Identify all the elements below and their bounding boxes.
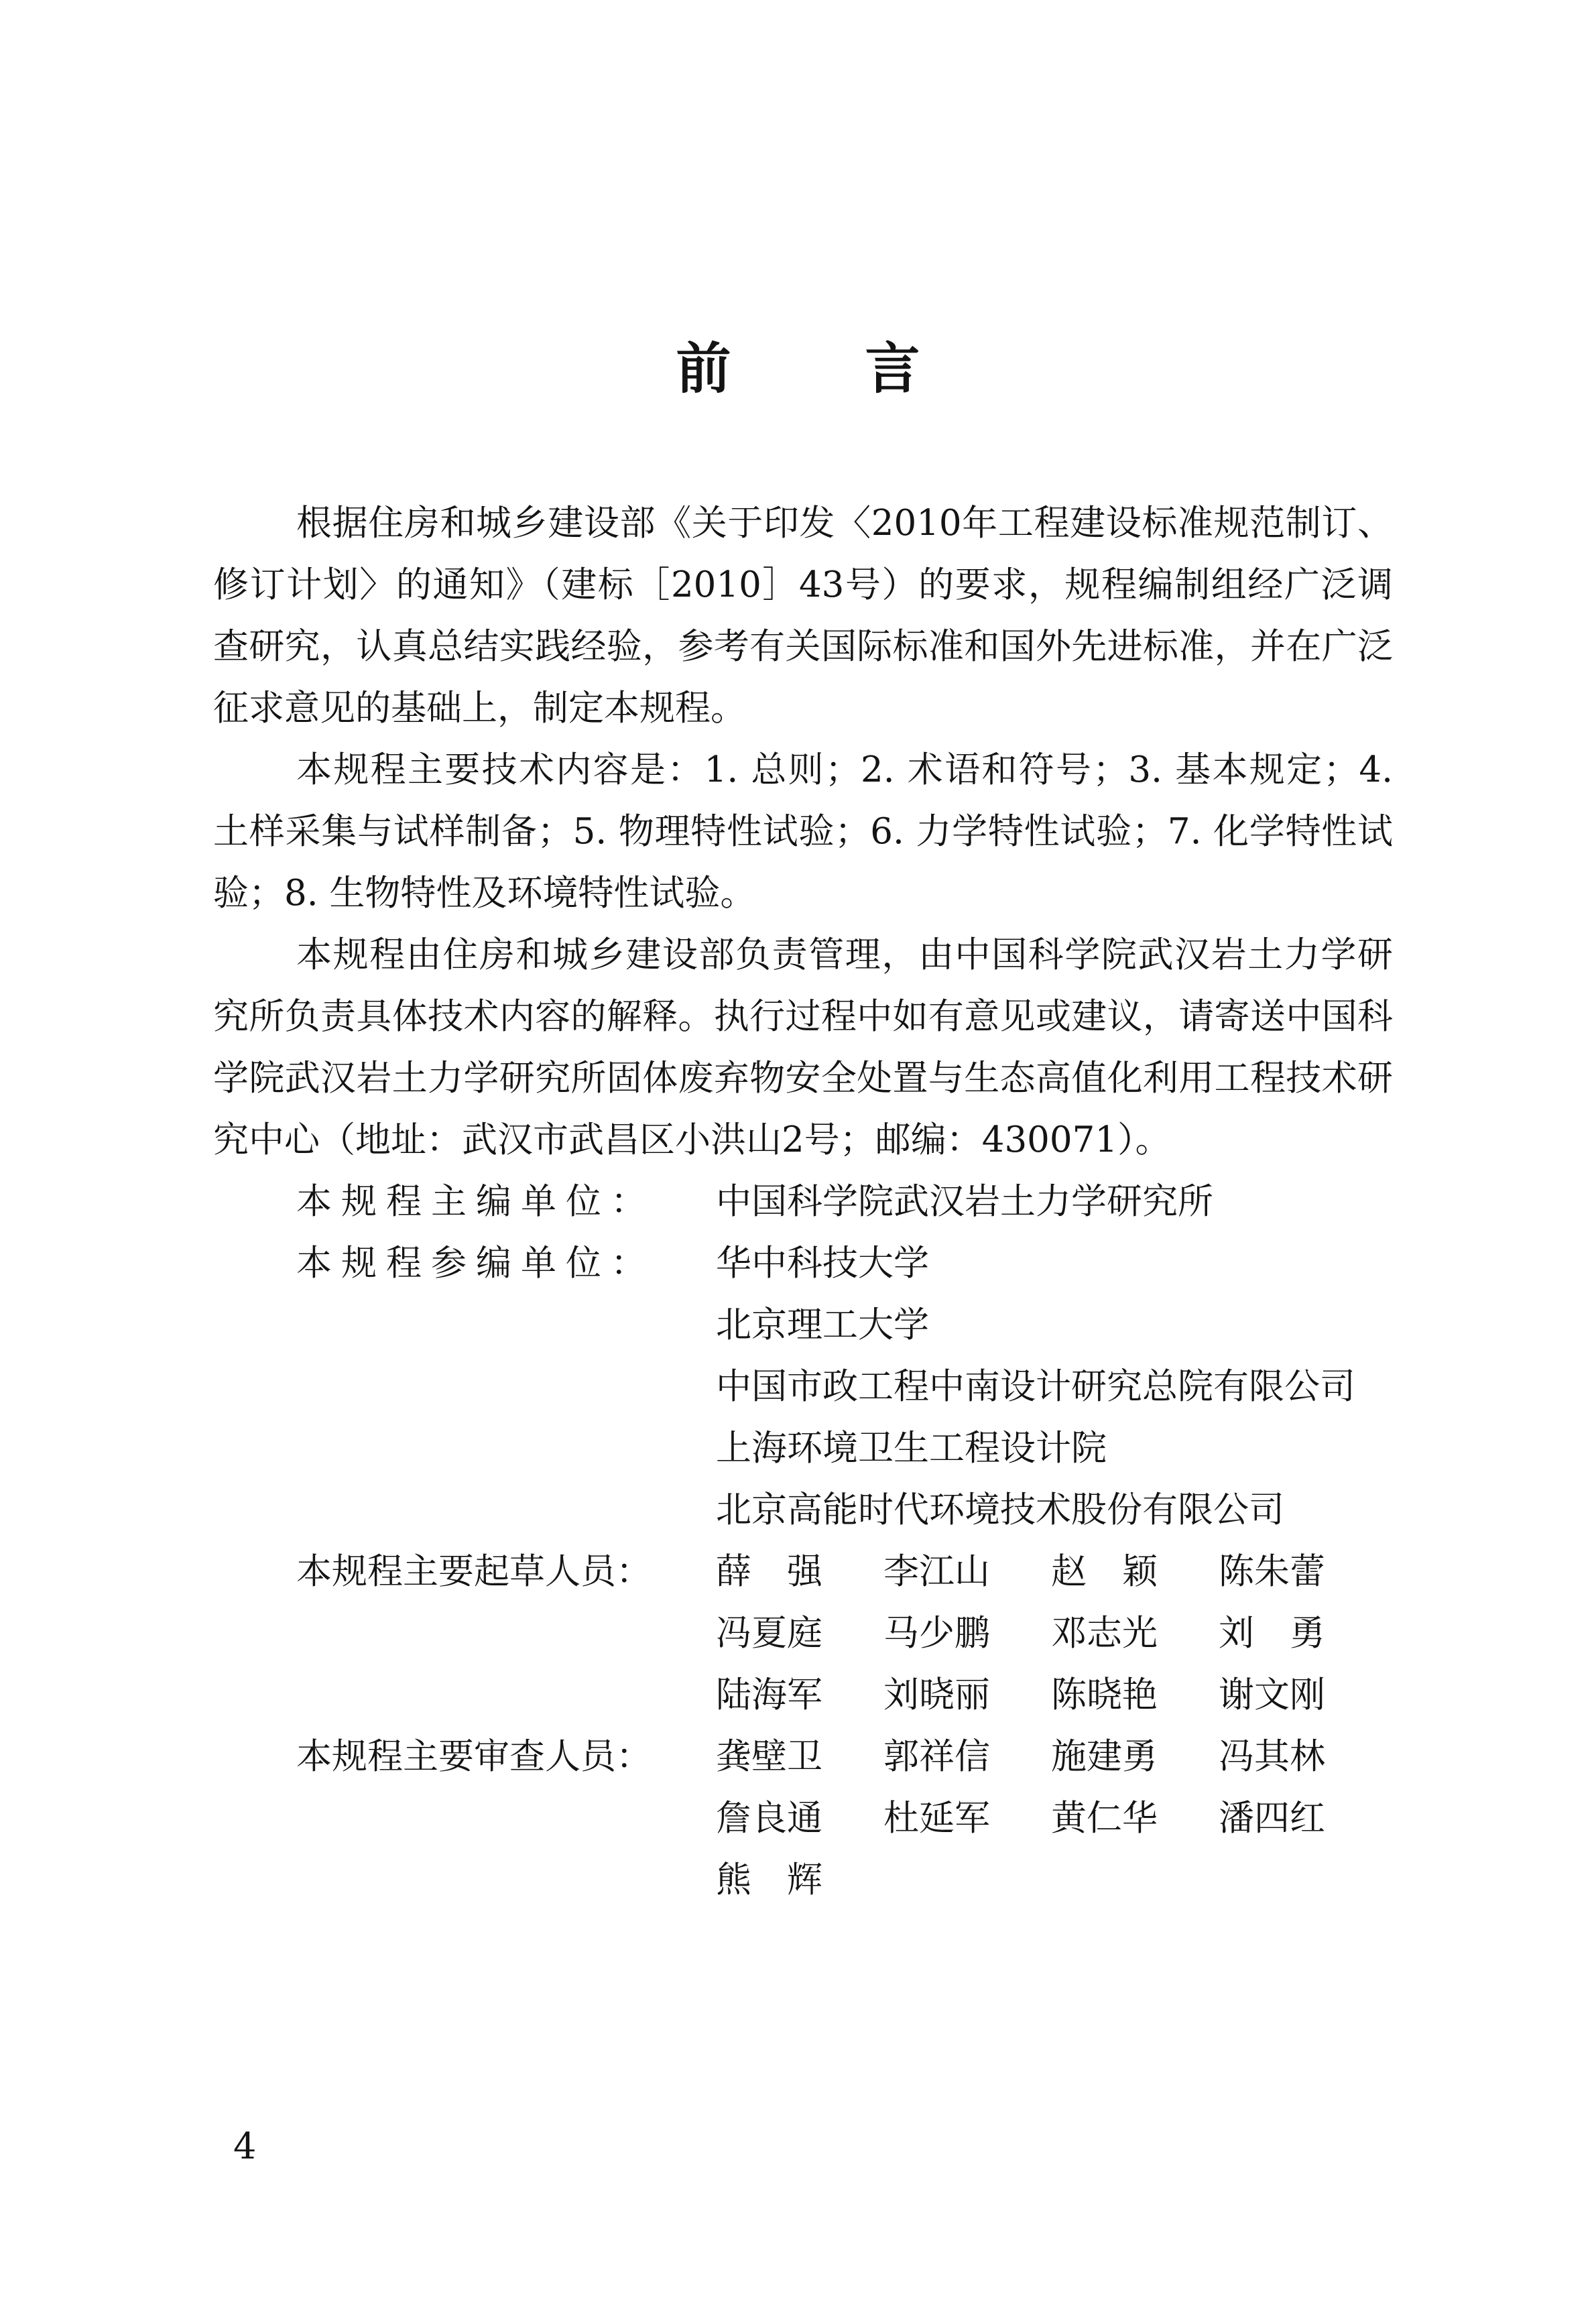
chief-unit-value: 中国科学院武汉岩土力学研究所 — [716, 1181, 1213, 1222]
reviewer-name: 潘四红 — [1219, 1798, 1325, 1839]
drafter-name: 邓志光 — [1051, 1613, 1158, 1654]
drafter-name: 谢文刚 — [1219, 1675, 1325, 1715]
reviewer-name: 詹良通 — [716, 1798, 822, 1839]
drafters-names — [716, 1541, 1393, 1726]
drafters-label: 本规程主要起草人员： — [296, 1551, 652, 1592]
reviewer-name: 黄仁华 — [1051, 1798, 1158, 1839]
participating-units-row — [213, 1233, 1393, 1541]
participating-unit: 中国市政工程中南设计研究总院有限公司 — [716, 1366, 1355, 1407]
chief-unit-label: 本规程主编单位： — [296, 1181, 656, 1222]
reviewers-label: 本规程主要审查人员： — [296, 1736, 652, 1777]
preface-body — [213, 493, 1393, 1911]
title-char-1: 前 — [676, 337, 731, 401]
drafter-name: 刘晓丽 — [883, 1675, 990, 1715]
reviewers-names — [716, 1726, 1393, 1911]
drafter-name: 陈朱蕾 — [1219, 1551, 1325, 1592]
drafter-name: 陆海军 — [716, 1675, 822, 1715]
chief-unit-row — [213, 1171, 1393, 1233]
drafter-name: 赵 颖 — [1051, 1551, 1158, 1592]
reviewer-name: 冯其林 — [1219, 1736, 1325, 1777]
paragraph-management: 本规程由住房和城乡建设部负责管理，由中国科学院武汉岩土力学研究所负责具体技术内容的解释。执行过程中如有意见或建议，请寄送中国科学院武汉岩土力学研究所固体废弃物安全处置与生态高值化利用工程技术研究中心（地址：武汉市武昌区小洪山2号；邮编：430071）。 — [213, 934, 1393, 1160]
participating-unit: 华中科技大学 — [716, 1243, 929, 1284]
title-char-2: 言 — [865, 337, 920, 401]
reviewer-name: 郭祥信 — [883, 1736, 990, 1777]
drafter-name: 马少鹏 — [883, 1613, 990, 1654]
reviewer-name: 杜延军 — [883, 1798, 990, 1839]
participating-unit: 北京理工大学 — [716, 1304, 929, 1345]
participating-unit: 北京高能时代环境技术股份有限公司 — [716, 1490, 1284, 1530]
reviewer-name: 施建勇 — [1051, 1736, 1158, 1777]
page-number: 4 — [233, 2125, 257, 2167]
paragraph-basis: 根据住房和城乡建设部《关于印发〈2010年工程建设标准规范制订、修订计划〉的通知》（建标［2010］43号）的要求，规程编制组经广泛调查研究，认真总结实践经验，参考有关国际标准和国外先进标准，并在广泛征求意见的基础上，制定本规程。 — [213, 503, 1393, 729]
drafters-row — [213, 1541, 1393, 1726]
reviewer-name: 熊 辉 — [716, 1860, 822, 1900]
units-and-staff — [213, 1171, 1393, 1911]
drafter-name: 刘 勇 — [1219, 1613, 1325, 1654]
reviewer-name: 龚壁卫 — [716, 1736, 822, 1777]
drafter-name: 陈晓艳 — [1051, 1675, 1158, 1715]
drafter-name: 李江山 — [883, 1551, 990, 1592]
paragraph-contents: 本规程主要技术内容是：1. 总则；2. 术语和符号；3. 基本规定；4. 土样采集与试样制备；5. 物理特性试验；6. 力学特性试验；7. 化学特性试验；8. 生物特性及环境特性试验。 — [213, 749, 1393, 914]
reviewers-row — [213, 1726, 1393, 1911]
participating-units-list — [716, 1233, 1393, 1541]
page-title — [0, 325, 1596, 404]
drafter-name: 薛 强 — [716, 1551, 822, 1592]
drafter-name: 冯夏庭 — [716, 1613, 822, 1654]
participating-units-label: 本规程参编单位： — [296, 1243, 656, 1284]
participating-unit: 上海环境卫生工程设计院 — [716, 1428, 1107, 1469]
